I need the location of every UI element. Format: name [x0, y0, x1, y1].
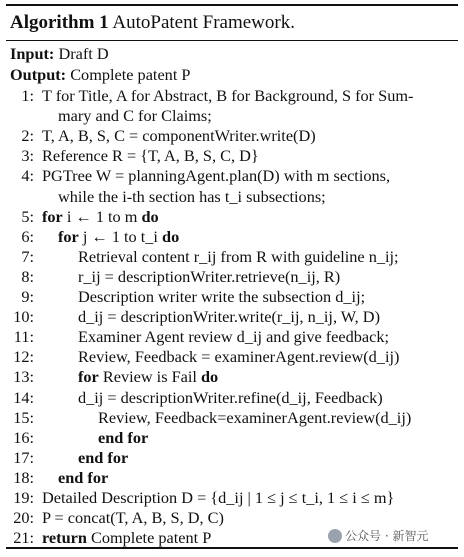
wechat-icon: [328, 529, 342, 543]
line-number: 15:: [13, 407, 34, 427]
output-line: [0, 64, 464, 85]
line-text: mary and C for Claims;: [58, 106, 212, 126]
line-text: d_ij = descriptionWriter.refine(d_ij, Feedback): [78, 387, 383, 407]
line-number: 11:: [13, 327, 34, 347]
line-text: for i ← 1 to m do: [42, 206, 159, 226]
algorithm-name: AutoPatent Framework.: [112, 12, 295, 33]
line-text: P = concat(T, A, B, S, D, C): [42, 508, 224, 528]
algorithm-line: [0, 286, 464, 307]
algorithm-line: [0, 326, 464, 347]
line-text: T, A, B, S, C = componentWriter.write(D): [42, 126, 316, 146]
line-text: return Complete patent P: [42, 528, 212, 548]
output-label: Output:: [10, 65, 67, 84]
line-text: end for: [78, 447, 129, 467]
line-text: for Review is Fail do: [78, 367, 219, 387]
output-text: Complete patent P: [70, 65, 191, 84]
algorithm-line: [0, 105, 464, 126]
algorithm-line: [0, 427, 464, 448]
line-number: 9:: [21, 287, 34, 306]
line-text: Review, Feedback=examinerAgent.review(d_ij): [98, 407, 412, 427]
input-line: [0, 43, 464, 64]
algorithm-line: [0, 346, 464, 367]
algorithm-line: [0, 487, 464, 508]
bottom-rule: [6, 547, 458, 549]
line-number: 13:: [13, 367, 34, 387]
line-text: Review, Feedback = examinerAgent.review(d_ij): [78, 347, 400, 367]
algorithm-line: [0, 165, 464, 186]
line-text: Detailed Description D = {d_ij | 1 ≤ j ≤ t_i, 1 ≤ i ≤ m}: [42, 488, 395, 507]
line-text: end for: [58, 467, 109, 487]
algorithm-line: [0, 306, 464, 327]
line-number: 20:: [13, 508, 34, 528]
line-number: 10:: [13, 307, 34, 327]
line-text: d_ij = descriptionWriter.write(r_ij, n_ij, W, D): [78, 307, 380, 327]
title-rule: [6, 40, 458, 41]
algorithm-line: [0, 226, 464, 247]
line-text: Retrieval content r_ij from R with guideline n_ij;: [78, 246, 399, 266]
line-number: 5:: [21, 206, 34, 226]
line-number: 14:: [13, 387, 34, 407]
algorithm-line: [0, 266, 464, 287]
line-text: Description writer write the subsection d_ij;: [78, 287, 366, 306]
line-number: 2:: [21, 126, 34, 146]
line-text: while the i-th section has t_i subsections;: [58, 186, 326, 206]
algorithm-line: [0, 447, 464, 468]
top-rule: [6, 4, 458, 6]
algorithm-line: [0, 407, 464, 428]
algorithm-label: Algorithm 1: [10, 12, 109, 33]
line-number: 12:: [13, 347, 34, 367]
line-number: 16:: [13, 427, 34, 447]
algorithm-line: [0, 366, 464, 387]
line-number: 18:: [13, 467, 34, 487]
line-number: 19:: [13, 488, 34, 507]
algorithm-line: [0, 145, 464, 166]
algorithm-line: [0, 85, 464, 106]
line-text: end for: [98, 427, 149, 447]
input-label: Input:: [10, 44, 55, 63]
algorithm-line: [0, 507, 464, 528]
algorithm-title: [10, 8, 295, 38]
line-number: 3:: [21, 146, 34, 166]
line-text: T for Title, A for Abstract, B for Background, S for Sum-: [42, 86, 414, 105]
input-text: Draft D: [58, 44, 109, 63]
line-number: 6:: [21, 226, 34, 246]
algorithm-line: [0, 186, 464, 207]
line-text: Examiner Agent review d_ij and give feedback;: [78, 327, 390, 347]
watermark-text: 公众号 · 新智元: [345, 529, 429, 543]
algorithm-line: [0, 246, 464, 267]
algorithm-line: [0, 125, 464, 146]
line-number: 7:: [21, 246, 34, 266]
line-text: r_ij = descriptionWriter.retrieve(n_ij, R): [78, 266, 341, 286]
line-text: Reference R = {T, A, B, S, C, D}: [42, 146, 259, 166]
line-number: 17:: [13, 447, 34, 467]
line-number: 21:: [13, 528, 34, 548]
line-number: 4:: [21, 166, 34, 186]
line-text: PGTree W = planningAgent.plan(D) with m sections,: [42, 166, 391, 186]
algorithm-line: [0, 467, 464, 488]
line-number: 8:: [21, 266, 34, 286]
algorithm-line: [0, 206, 464, 227]
algorithm-line: [0, 387, 464, 408]
watermark: [325, 527, 431, 545]
line-text: for j ← 1 to t_i do: [58, 226, 180, 246]
line-number: 1:: [21, 86, 34, 105]
